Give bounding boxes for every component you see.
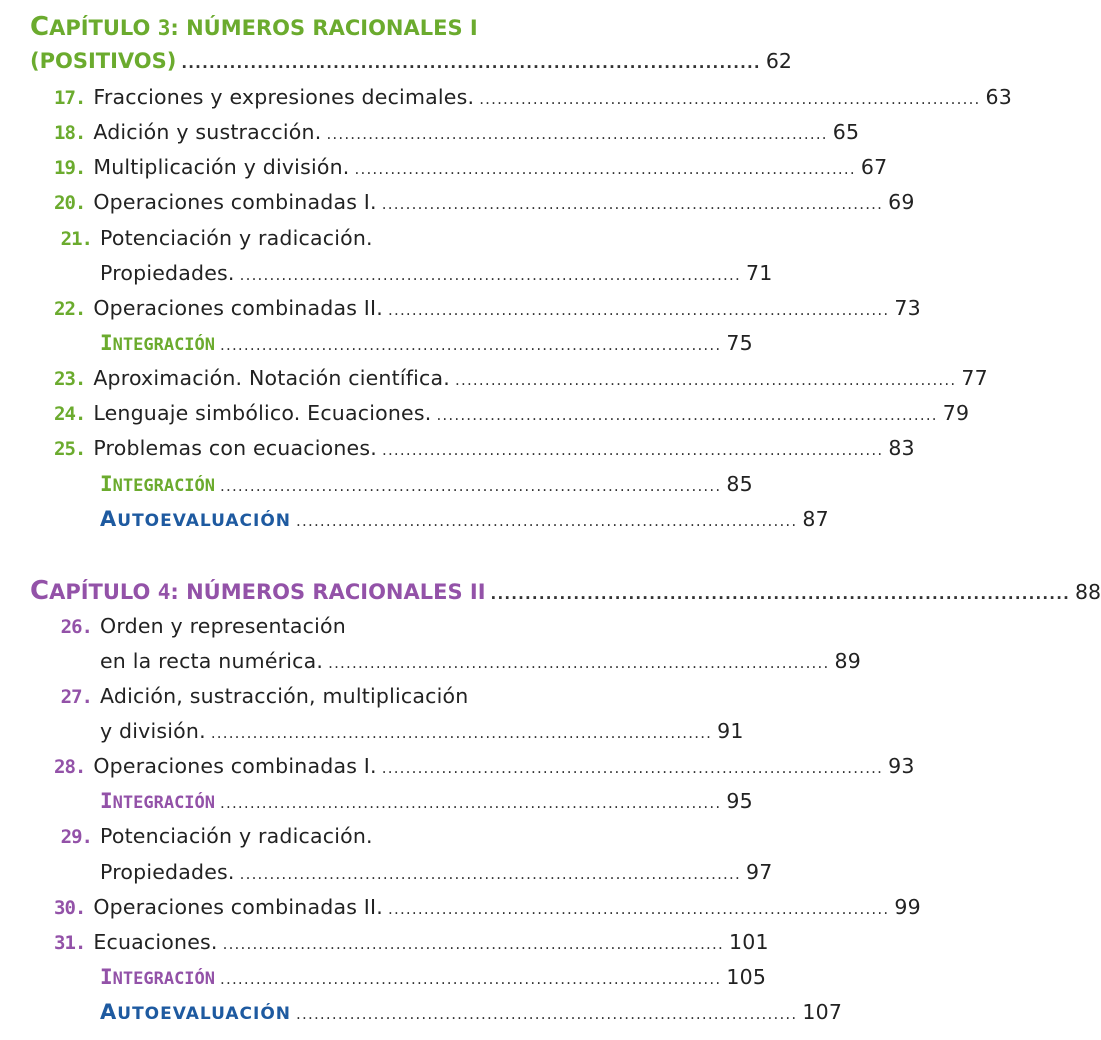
- dot-leader: ....................................................................................: [222, 935, 724, 953]
- dot-leader: ....................................................................................: [296, 512, 798, 530]
- toc-entry-24[interactable]: [54, 401, 970, 425]
- dot-leader: ....................................................................................: [220, 794, 722, 812]
- dot-leader: ....................................................................................: [181, 54, 761, 72]
- entry-page: 65: [832, 120, 860, 144]
- toc-entry-23[interactable]: [54, 366, 988, 390]
- toc-entry-19[interactable]: [54, 155, 888, 179]
- entry-page: 85: [726, 472, 753, 496]
- entry-page: 69: [888, 190, 915, 214]
- entry-number: 17.: [54, 87, 86, 109]
- entry-title: Problemas con ecuaciones.: [93, 436, 377, 460]
- entry-page: 89: [834, 649, 861, 673]
- dot-leader: ....................................................................................: [388, 900, 890, 918]
- entry-title: Operaciones combinadas I.: [93, 190, 377, 214]
- toc-entry-17[interactable]: [54, 85, 1013, 109]
- toc-entry-integracion[interactable]: [100, 965, 767, 989]
- toc-entry-30[interactable]: [54, 895, 921, 919]
- entry-page: 73: [894, 296, 921, 320]
- entry-page: 83: [888, 436, 915, 460]
- toc-entry-27[interactable]: [54, 684, 548, 708]
- entry-page: 107: [802, 1000, 843, 1024]
- entry-title-cont: Propiedades.: [100, 860, 235, 884]
- chapter-3-number: 3: [157, 16, 171, 40]
- integracion-label: INTEGRACIÓN: [100, 331, 216, 355]
- toc-entry-22[interactable]: [54, 296, 921, 320]
- entry-title: Aproximación. Notación científica.: [93, 366, 451, 390]
- chapter-3-label: APÍTULO: [49, 16, 158, 40]
- integracion-label: INTEGRACIÓN: [100, 965, 216, 989]
- entry-number: 30.: [54, 897, 86, 919]
- dot-leader: ....................................................................................: [328, 654, 830, 672]
- dot-leader: ....................................................................................: [220, 477, 722, 495]
- toc-entry-26-line2[interactable]: [100, 649, 861, 673]
- toc-entry-29[interactable]: [54, 824, 548, 848]
- toc-entry-21[interactable]: [54, 226, 548, 250]
- entry-title: Fracciones y expresiones decimales.: [93, 85, 475, 109]
- entry-number: 23.: [54, 368, 86, 390]
- entry-page: 105: [726, 965, 767, 989]
- chapter-3-label-initial: C: [30, 12, 50, 42]
- toc-entry-integracion[interactable]: [100, 331, 753, 355]
- toc-entry-26[interactable]: [54, 614, 548, 638]
- chapter-4-title: : NÚMEROS RACIONALES II: [170, 580, 486, 604]
- dot-leader: ....................................................................................: [239, 865, 741, 883]
- entry-page: 63: [985, 85, 1013, 109]
- dot-leader: ....................................................................................: [296, 1005, 798, 1023]
- dot-leader: ....................................................................................: [436, 406, 938, 424]
- entry-title: Adición, sustracción, multiplicación: [100, 684, 469, 708]
- dot-leader: ....................................................................................: [239, 266, 741, 284]
- toc-entry-autoevaluacion[interactable]: [100, 1000, 843, 1024]
- entry-number: 26.: [60, 616, 92, 638]
- entry-page: 91: [717, 719, 744, 743]
- entry-number: 20.: [54, 192, 86, 214]
- entry-title: Lenguaje simbólico. Ecuaciones.: [93, 401, 432, 425]
- entry-title-cont: Propiedades.: [100, 261, 235, 285]
- entry-number: 31.: [54, 932, 86, 954]
- entry-title: Operaciones combinadas II.: [93, 296, 384, 320]
- entry-page: 71: [745, 261, 773, 285]
- dot-leader: ....................................................................................: [381, 759, 884, 777]
- chapter-3-title: : NÚMEROS RACIONALES I: [170, 16, 478, 40]
- autoevaluacion-label: AUTOEVALUACIÓN: [100, 507, 292, 531]
- integracion-label: INTEGRACIÓN: [100, 472, 216, 496]
- dot-leader: ....................................................................................: [479, 90, 981, 108]
- entry-title: Operaciones combinadas II.: [93, 895, 384, 919]
- chapter-4-label: APÍTULO: [49, 580, 158, 604]
- toc-entry-18[interactable]: [54, 120, 860, 144]
- chapter-4-number: 4: [157, 580, 171, 604]
- chapter-3-heading: [30, 12, 478, 42]
- entry-page: 97: [745, 860, 773, 884]
- toc-entry-autoevaluacion[interactable]: [100, 507, 829, 531]
- toc-entry-27-line2[interactable]: [100, 719, 744, 743]
- entry-number: 22.: [54, 298, 86, 320]
- entry-title: Potenciación y radicación.: [100, 226, 373, 250]
- entry-page: 87: [802, 507, 829, 531]
- toc-entry-integracion[interactable]: [100, 472, 753, 496]
- dot-leader: ....................................................................................: [220, 970, 722, 988]
- entry-page: 95: [726, 789, 753, 813]
- entry-number: 19.: [54, 157, 86, 179]
- entry-number: 24.: [54, 403, 86, 425]
- chapter-3-page: 62: [765, 49, 792, 73]
- entry-number: 25.: [54, 438, 86, 460]
- entry-title: Orden y representación: [100, 614, 346, 638]
- entry-number: 29.: [60, 826, 92, 848]
- entry-title-cont: en la recta numérica.: [100, 649, 324, 673]
- entry-title: Ecuaciones.: [93, 930, 218, 954]
- dot-leader: ....................................................................................: [210, 724, 713, 742]
- entry-page: 67: [860, 155, 888, 179]
- entry-number: 27.: [60, 686, 92, 708]
- toc-entry-29-line2[interactable]: [100, 860, 773, 884]
- dot-leader: ....................................................................................: [455, 371, 957, 389]
- toc-entry-20[interactable]: [54, 190, 915, 214]
- toc-entry-21-line2[interactable]: [100, 261, 773, 285]
- dot-leader: ....................................................................................: [326, 125, 828, 143]
- chapter-4-page: 88: [1075, 580, 1101, 604]
- dot-leader: ....................................................................................: [220, 336, 722, 354]
- entry-title: Multiplicación y división.: [93, 155, 350, 179]
- entry-page: 79: [942, 401, 970, 425]
- toc-entry-31[interactable]: [54, 930, 769, 954]
- dot-leader: ....................................................................................: [354, 160, 856, 178]
- entry-number: 21.: [60, 228, 92, 250]
- entry-number: 18.: [54, 122, 86, 144]
- integracion-label: INTEGRACIÓN: [100, 789, 216, 813]
- dot-leader: ....................................................................................: [388, 301, 890, 319]
- entry-page: 75: [726, 331, 753, 355]
- entry-title: Adición y sustracción.: [93, 120, 322, 144]
- entry-page: 77: [961, 366, 988, 390]
- entry-page: 93: [888, 754, 915, 778]
- entry-title-cont: y división.: [100, 719, 206, 743]
- chapter-3-heading-line2: [30, 49, 792, 73]
- dot-leader: ....................................................................................: [381, 441, 884, 459]
- dot-leader: ....................................................................................: [490, 585, 1070, 603]
- chapter-4-heading[interactable]: [30, 576, 1101, 606]
- entry-page: 99: [894, 895, 921, 919]
- toc-entry-28[interactable]: [54, 754, 915, 778]
- dot-leader: ....................................................................................: [381, 195, 884, 213]
- entry-title: Operaciones combinadas I.: [93, 754, 377, 778]
- entry-page: 101: [728, 930, 769, 954]
- toc-entry-integracion[interactable]: [100, 789, 753, 813]
- chapter-3-subtitle: (POSITIVOS): [30, 49, 177, 73]
- autoevaluacion-label: AUTOEVALUACIÓN: [100, 1000, 292, 1024]
- chapter-4-label-initial: C: [30, 576, 50, 606]
- entry-number: 28.: [54, 756, 86, 778]
- toc-entry-25[interactable]: [54, 436, 915, 460]
- entry-title: Potenciación y radicación.: [100, 824, 373, 848]
